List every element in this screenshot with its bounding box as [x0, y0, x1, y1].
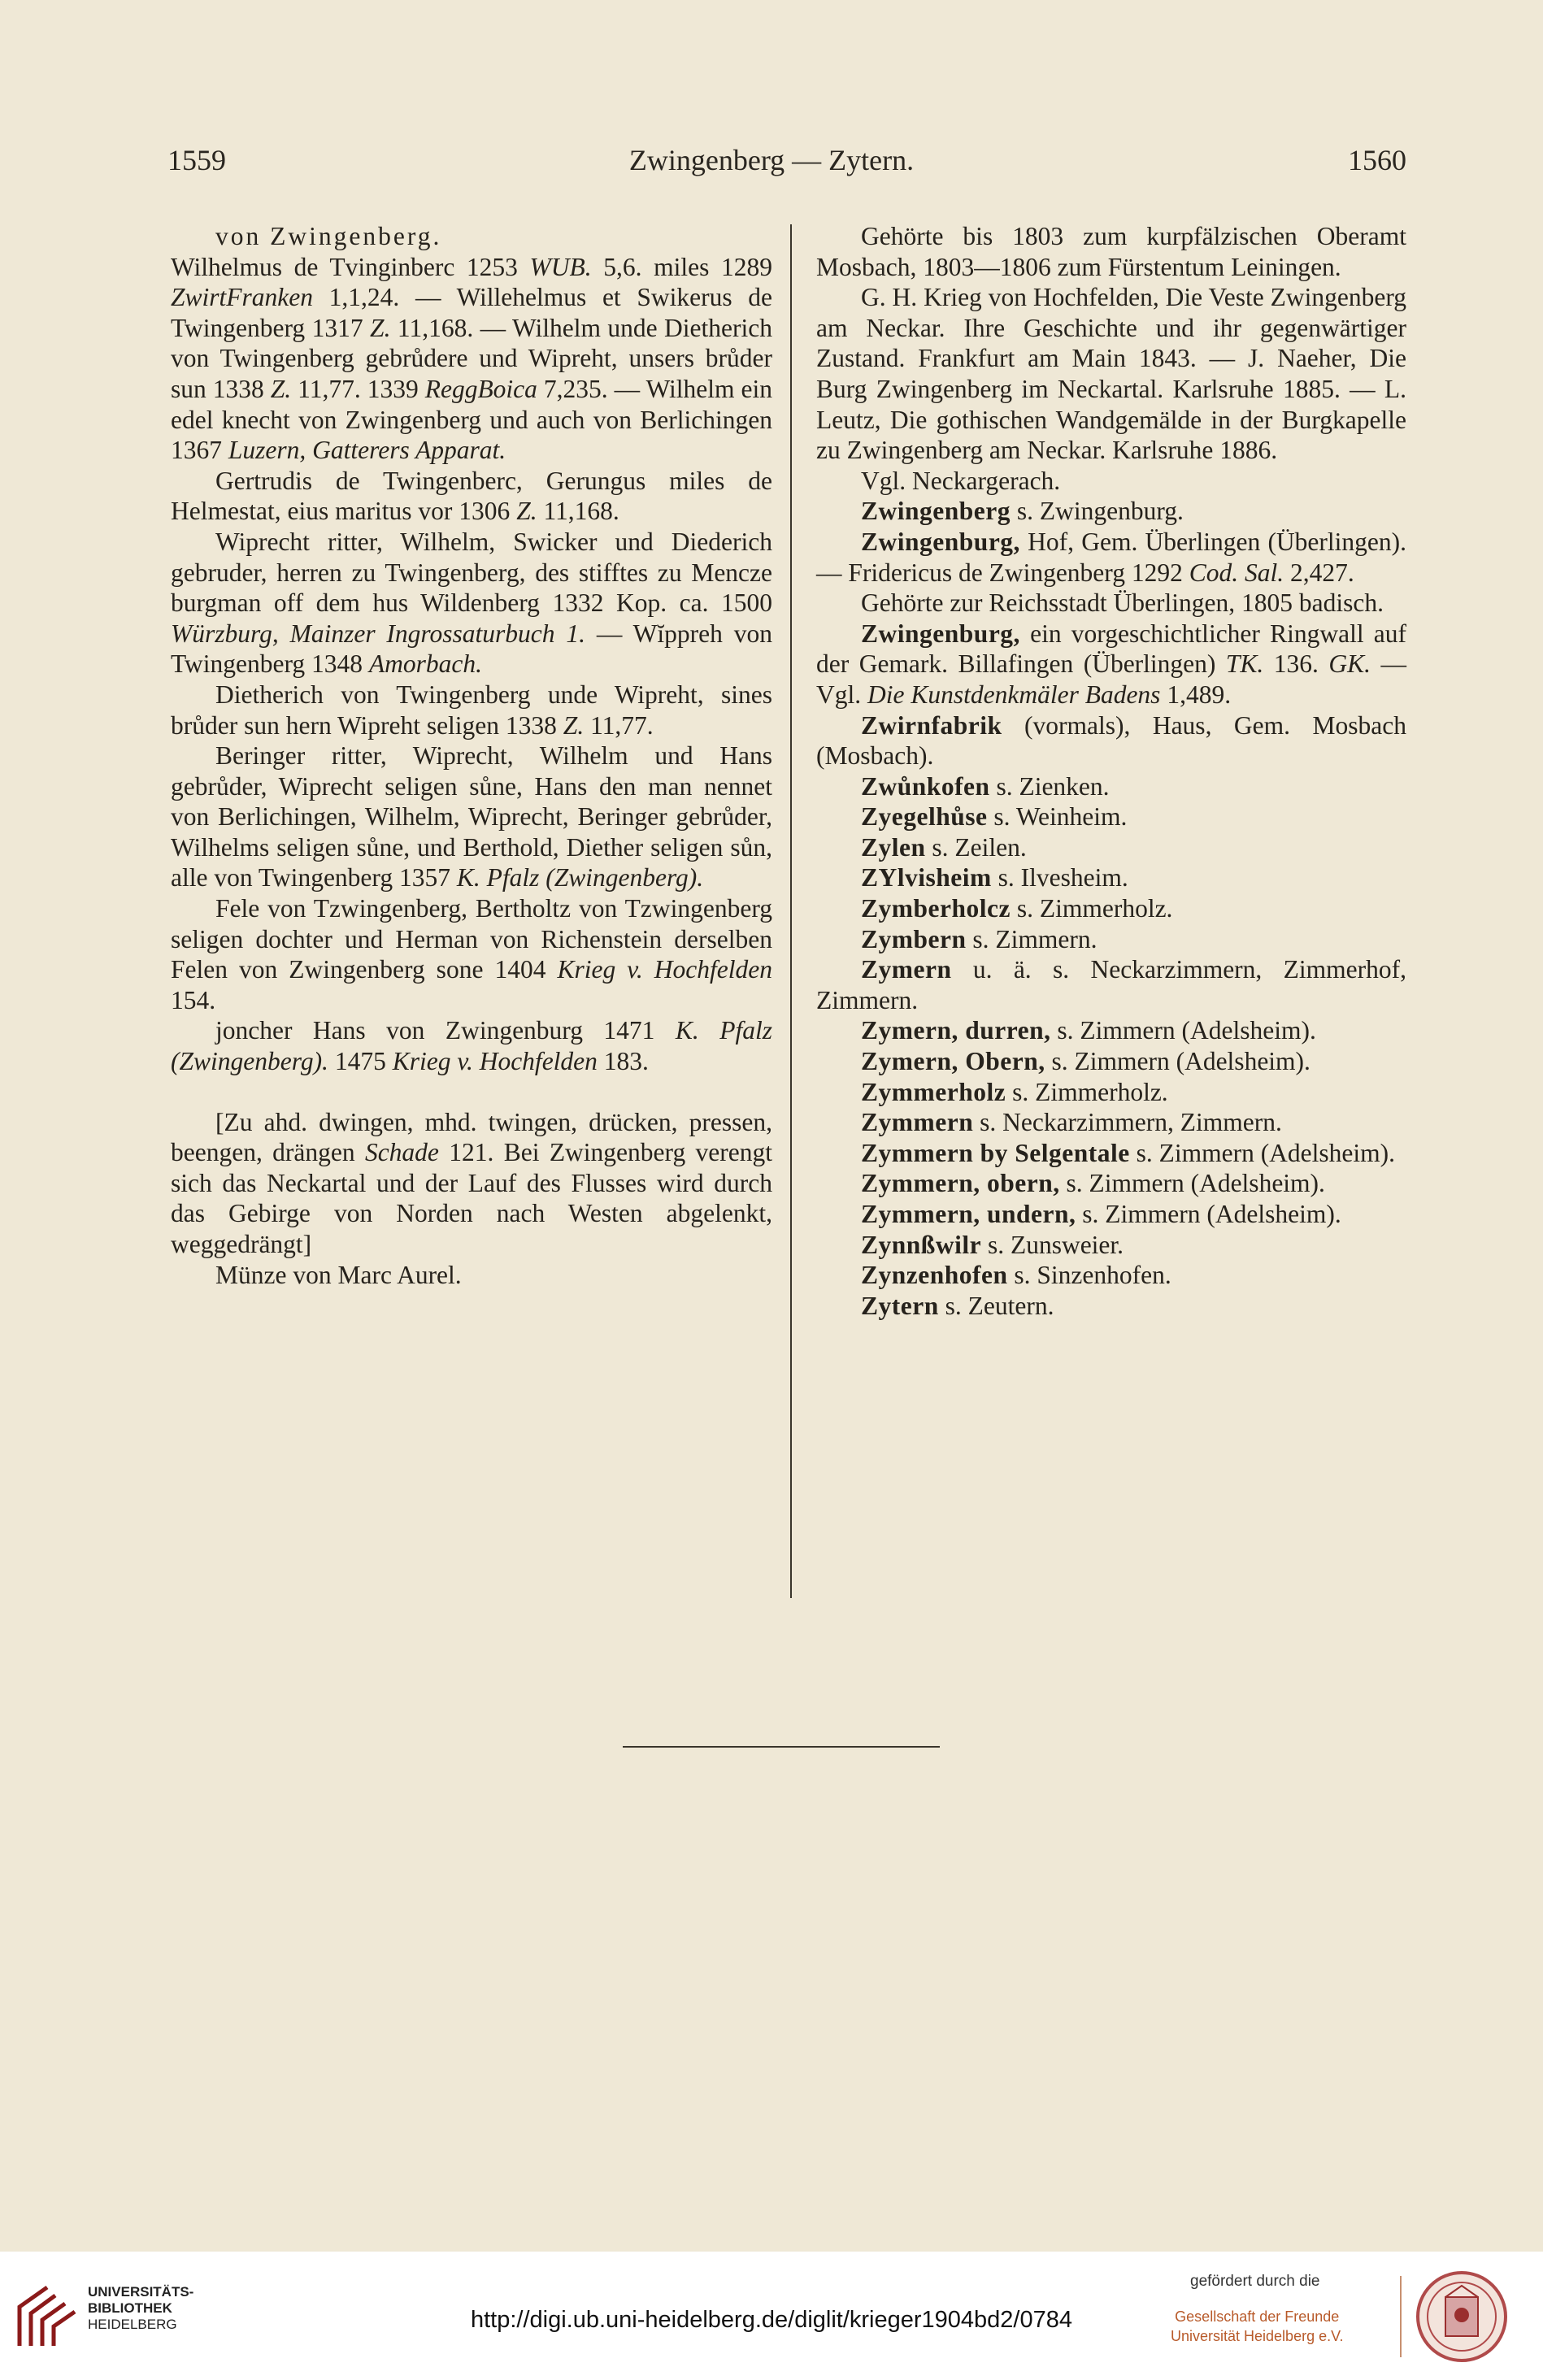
running-title: Zwingenberg — Zytern. — [628, 144, 915, 176]
entry: Zymern, Obern, s. Zimmern (Adelsheim). — [861, 1047, 1310, 1076]
sponsor-caption: gefördert durch die — [1190, 2273, 1320, 2290]
paragraph: Gehörte bis 1803 zum kurpfälzischen Oberamt Mosbach, 1803—1806 zum Fürstentum Leiningen. — [816, 222, 1406, 281]
paragraph: Gehörte zur Reichsstadt Überlingen, 1805 badisch. — [861, 588, 1384, 618]
entry: Zymmern s. Neckarzimmern, Zimmern. — [861, 1108, 1282, 1137]
paragraph: Wiprecht ritter, Wilhelm, Swicker und Diederich gebruder, herren zu Twingenberg, des stifftes zu Mencze burgman off dem hus Wildenberg 1332 Kop. ca. 1500 Würzburg, Mainzer Ingrossaturbuch 1. — Wĭppreh von Twingenberg 1348 Amorbach. — [171, 527, 772, 679]
etymology-paragraph: [Zu ahd. dwingen, mhd. twingen, drücken, pressen, beengen, drängen Schade 121. Bei Zwingenberg verengt sich das Neckartal und der Lauf des Flusses wird durch das Gebirge von Norden nach Westen abgelenkt, weggedrängt] — [171, 1107, 772, 1258]
right-column — [816, 221, 1406, 1321]
paragraph: Fele von Tzwingenberg, Bertholtz von Tzwingenberg seligen dochter und Herman von Richenstein derselben Felen von Zwingenberg sone 1404 Krieg v. Hochfelden 154. — [171, 894, 772, 1014]
entry: Zymmern, undern, s. Zimmern (Adelsheim). — [861, 1200, 1341, 1228]
university-seal-icon — [1415, 2269, 1509, 2364]
paragraph: von Zwingenberg. Wilhelmus de Tvinginberc 1253 WUB. 5,6. miles 1289 ZwirtFranken 1,1,24. — Willehelmus et Swikerus de Twingenberg 1317 Z. 11,168. — Wilhelm unde Dietherich von Twingenberg gebrůdere und Wipreht, unsers brůder sun 1338 Z. 11,77. 1339 ReggBoica 7,235. — Wilhelm ein edel knecht von Zwingenberg und auch von Berlichingen 1367 Luzern, Gatterers Apparat. — [171, 222, 773, 465]
paragraph: Münze von Marc Aurel. — [215, 1260, 462, 1289]
entry: Zymern, durren, s. Zimmern (Adelsheim). — [861, 1016, 1316, 1045]
entry: ZYlvisheim s. Ilvesheim. — [861, 863, 1128, 892]
entry: Zymberholcz s. Zimmerholz. — [861, 894, 1173, 923]
paragraph: Dietherich von Twingenberg unde Wipreht, sines brůder sun hern Wipreht seligen 1338 Z. 11,77. — [171, 680, 772, 740]
left-column — [171, 221, 772, 1290]
paragraph: Beringer ritter, Wiprecht, Wilhelm und Hans gebrůder, Wiprecht seligen sůne, Hans den man nennet von Berlichingen, Wilhelm, Wiprecht, Beringer gebrůder, Wilhelms seligen sůne, und Berthold, Diether seligen sůn, alle von Twingenberg 1357 K. Pfalz (Zwingenberg). — [171, 741, 772, 892]
column-divider — [790, 224, 792, 1598]
permalink-url[interactable]: http://digi.ub.uni-heidelberg.de/diglit/krieger1904bd2/0784 — [470, 2307, 1073, 2333]
entry: Zynnßwilr s. Zunsweier. — [861, 1230, 1124, 1259]
paragraph: G. H. Krieg von Hochfelden, Die Veste Zwingenberg am Neckar. Ihre Geschichte und ihr gegenwärtiger Zustand. Frankfurt am Main 1843. — J. Naeher, Die Burg Zwingenberg im Neckartal. Karlsruhe 1885. — L. Leutz, Die gothischen Wandgemälde in der Burgkapelle zu Zwingenberg am Neckar. Karlsruhe 1886. — [816, 283, 1406, 465]
paragraph: Vgl. Neckargerach. — [861, 466, 1061, 495]
library-name: UNIVERSITÄTS- BIBLIOTHEK HEIDELBERG — [88, 2284, 194, 2332]
paragraph: joncher Hans von Zwingenburg 1471 K. Pfalz (Zwingenberg). 1475 Krieg v. Hochfelden 183. — [171, 1016, 772, 1076]
entry: Zylen s. Zeilen. — [861, 832, 1027, 862]
entry: Zymbern s. Zimmern. — [861, 924, 1097, 953]
entry: Zwirnfabrik (vormals), Haus, Gem. Mosbach (Mosbach). — [816, 710, 1406, 771]
entry: Zymmern, obern, s. Zimmern (Adelsheim). — [861, 1169, 1325, 1198]
end-rule — [623, 1746, 940, 1748]
page-number-left: 1559 — [167, 144, 226, 176]
entry: Zymmerholz s. Zimmerholz. — [861, 1077, 1168, 1106]
sponsor-divider — [1400, 2276, 1402, 2357]
paragraph: Gertrudis de Twingenberc, Gerungus miles de Helmestat, eius maritus vor 1306 Z. 11,168. — [171, 466, 772, 526]
page-number-right: 1560 — [1348, 144, 1406, 176]
entry: Zwůnkofen s. Zienken. — [861, 771, 1110, 801]
entry: Zymern u. ä. s. Neckarzimmern, Zimmerhof, Zimmern. — [816, 955, 1406, 1014]
entry: Zyegelhůse s. Weinheim. — [861, 802, 1128, 832]
entry: Zynzenhofen s. Sinzenhofen. — [861, 1261, 1171, 1290]
entry: Zwingenburg, Hof, Gem. Überlingen (Überlingen). — Fridericus de Zwingenberg 1292 Cod. Sal. 2,427. — [816, 527, 1406, 587]
footer-bar — [0, 2252, 1543, 2380]
sponsor-name: Gesellschaft der Freunde Universität Heidelberg e.V. — [1171, 2308, 1344, 2344]
entry: Zytern s. Zeutern. — [861, 1291, 1054, 1320]
entry: Zwingenburg, ein vorgeschichtlicher Ringwall auf der Gemark. Billafingen (Überlingen) TK. 136. GK. — Vgl. Die Kunstdenkmäler Badens 1,489. — [816, 619, 1407, 709]
entry: Zwingenberg s. Zwingenburg. — [861, 497, 1184, 526]
entry: Zymmern by Selgentale s. Zimmern (Adelsheim). — [861, 1138, 1396, 1167]
